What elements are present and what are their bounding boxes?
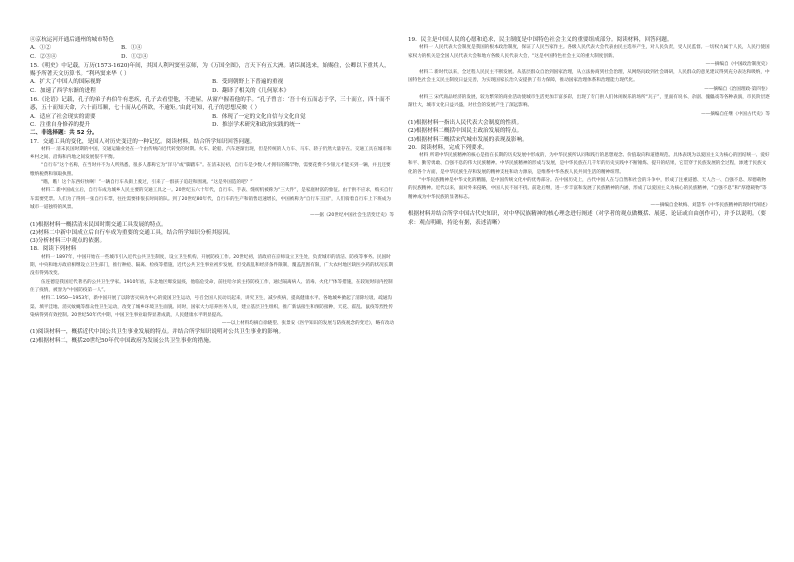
q15-stem: 15.《明史》中记载，万历(1573-1620)年间，其国人利玛窦至京师，为《万国全图》，言天下有五大洲。诸臣属选来，始赐住，公卿以下重其人，赐予所著天文历算书。“利玛窦来华（ ） xyxy=(30,62,390,78)
q19-sub-1: (1)根据材料一指出人民代表大会制度的性质。 xyxy=(408,119,523,126)
q16-stem: 16.《论语》记载，孔子的弟子冉伯牛有恶疾，孔子去看望他，不进屋，从窗户握着他的手。“孔子曾言：‘吾十有五而志于学，三十而立，四十而不惑，五十而知天命，六十而耳顺，七十而从心所欲，不逾矩。’由此可知，孔子的思想反映（ ） xyxy=(30,97,391,112)
q15-choice-b[interactable]: B．受到朝野上下普遍的重视 xyxy=(212,79,284,86)
q14-choice-b[interactable]: B．①④ xyxy=(121,45,142,52)
q20-material-1: 材料 所谓中华民族精神的核心是指在长期的历史发展中形成的，为中华民族所认同和践行的思想观念、价值取向和道德规范。具体表现为以爱国主义为核心的团结统一、爱好和平、勤劳勇敢、自强不息的伟大民族精神。中华民族精神的形成与发展，是中华民族在几千年的历史实践中不断锤炼、提升的结果，它贯穿于民族发展的全过程，渗透于民族文化的各个方面，是中华民族生存和发展的精神支柱和动力源泉，是维系中华各族人民共同生活的精神纽带。 xyxy=(408,153,770,175)
q17-stem: 17．交通工具的变化，是国人对历史变迁的一种记忆。阅读材料，结合所学知识回答问题。 xyxy=(30,138,256,145)
q16-choices-2 xyxy=(30,121,394,129)
q16-choice-d[interactable]: D．推崇学术研究和政治实践的统一 xyxy=(212,121,301,128)
q19-material-3: 材料三 宋代商品经济的发展，较为繁荣的商业活动使城市生活更加丰富多彩，出现了专门供人们休闲娱乐的场所“瓦子”，里面有说书、杂剧、傀儡戏等各种表演，市民阶层逐渐壮大，城市文化日益兴盛，对社会的发展产生了深远影响。 xyxy=(408,95,770,109)
q19-sub-3: (3)根据材料三概括宋代城市发展的表现及影响。 xyxy=(408,136,528,143)
q19-source-2: ——摘编自《治国理政·第四卷》 xyxy=(704,86,770,92)
q20-stem: 20．阅读材料，完成下列要求。 xyxy=(408,144,488,151)
section-heading-nonchoice: 二、非选择题：共 52 分。 xyxy=(30,130,98,137)
q14-choice-c[interactable]: C．②③④ xyxy=(30,53,57,60)
q14-choices-2 xyxy=(30,53,394,61)
q19-source-3: ——摘编自任继《中国古代史》等 xyxy=(701,111,770,117)
q15-choices-2 xyxy=(30,87,394,95)
q15-choice-d[interactable]: D．翻译了相关的《几何原本》 xyxy=(212,87,290,94)
q18-material-2: 材料二 1950—1953年，新中国开展了以除害灭病为中心的爱国卫生运动，号召全国人民动员起来，讲究卫生，减少疾病，提高健康水平。各地城乡掀起了清除垃圾、疏通沟渠、填平洼地、消灭蚊蝇等群众性卫生运动，改变了城乡环境卫生面貌。同时，国家大力培养医务人员，建立基层卫生组织，推广新法接生和预防接种，天花、霍乱、鼠疫等烈性传染病得到有效控制。20世纪50年代中期，中国卫生事业取得显著成就，人民健康水平明显提高。 xyxy=(30,296,393,318)
right-column xyxy=(408,36,770,227)
q15-choices xyxy=(30,78,394,86)
q14-choice-d[interactable]: D．①②④ xyxy=(121,53,148,60)
q18-sub-2: (2)根据材料二，概括20世纪50年代中国政府为发展公共卫生事业的措施。 xyxy=(30,337,215,344)
q18-material-1b: 伍连德是我国近代著名的公共卫生学家。1910年底，东北地区爆发鼠疫，他临危受命，前往哈尔滨主持防疫工作，通过隔离病人、消毒、火化尸体等措施，在较短时间内控制住了疫情，被誉为“中国防疫第一人”。 xyxy=(30,279,393,293)
q20-material-1b: “中华民族精神是中华文化的精髓，是中国传统文化中的优秀部分。在中国历史上，古代中国人在与自然和社会的斗争中，形成了注重道德、天人合一、自强不息、厚德载物的民族精神。近代以来，面对外来侵略，中国人民不屈不挠、前赴后继，进一步丰富和发展了民族精神的内涵，形成了以爱国主义为核心的民族精神，“自强不息”和“厚德载物”等精神成为中华民族的显著标志。 xyxy=(408,178,767,200)
q20-task: 根据材料并结合所学中国古代史知识，对中华民族精神的核心理念进行阐述（对学者的观点做概括、展延、论证或自由创作可），并予以说明。（要求：观点明确，持论有据，表述清晰） xyxy=(408,211,766,226)
q20-source: ——摘编自金秋梅、刘慧华《中华民族精神的现时代阐述》 xyxy=(650,202,770,208)
q17-quote: “瞧，瞧！这个东西好快啊！”一辆自行车从街上驶过，引来了一群孩子追赶和围观。“这是外国造的吧？” xyxy=(41,180,253,186)
left-column xyxy=(30,36,394,345)
q18-source: ——以上材料均摘自徐晓望、张景安《医学知识的发展与防疫观念的变迁》，略有改动 xyxy=(221,321,394,327)
q17-material-2: 材料二 新中国成立后，自行车成为城乡人民主要的交通工具之一。20世纪五六十年代，自行车、手表、缝纫机被称为“三大件”，是家庭财富的象征。由于供不应求，购买自行车需要凭票。人们为了得到一张自行车票，往往需要排很长时间的队。到了20世纪80年代，自行车的生产和销售迅速增长，中国被称为“自行车王国”，人们骑着自行车上下班成为城市一道独特的风景。 xyxy=(30,188,394,210)
q19-stem: 19．民主是中国人民的心愿和追求，民主制度是中国特色社会主义的重要组成部分。阅读材料，回答问题。 xyxy=(408,37,673,43)
q19-material-2: 材料二 新时代以来，全过程人民民主不断发展。从基层群众自治到国家治理，从立法协商到社会治理，从网络问政到社会调研，人民群众的意见建议得到充分表达和吸纳，中国特色社会主义民主制度日益完善，为实现国家长治久安提供了有力保障，推动国家治理体系和治理能力现代化。 xyxy=(408,70,770,84)
q17-material-1b: “自行车”这个名称，在当时并不为人所熟悉，很多人都称它为“洋马”或“脚踏车”。在清末民初，自行车是少数人才拥有的稀罕物，需要花费不少银元才能买到一辆，并且还要缴纳税费和领取执照。 xyxy=(30,163,391,177)
q16-choice-a[interactable]: A．适应了社会现实的需要 xyxy=(30,113,96,120)
q14-option-4: ④京杭运河开通后通州的城市特色 xyxy=(30,37,114,43)
q19-sub-2: (2)根据材料二概括中国民主政治发展的特点。 xyxy=(408,128,523,135)
q17-sub-1: (1)根据材料一概括清末民国时期交通工具发展的特点。 xyxy=(30,221,167,228)
q17-sub-2: (2)材料二中新中国成立后自行车成为重要的交通工具，结合所学知识分析其原因。 xyxy=(30,229,234,236)
q14-choice-a[interactable]: A．①② xyxy=(30,45,51,52)
q15-choice-c[interactable]: C．加速了西学东渐的进程 xyxy=(30,87,96,94)
q19-material-1: 材料一 人民代表大会制度是我国的根本政治制度，保证了人民当家作主。各级人民代表大会代表由民主选举产生，对人民负责，受人民监督。一切权力属于人民，人民行使国家权力的机关是全国人民代表大会和地方各级人民代表大会，“这是中国特色社会主义的重大制度创新。 xyxy=(408,45,770,59)
q15-choice-a[interactable]: A．扩大了中国人的国际视野 xyxy=(30,79,102,86)
q16-choices xyxy=(30,113,394,121)
q19-source-1: ——摘编自《中国政治制度史》 xyxy=(705,61,770,67)
q17-material-1: 材料一 清末民国时期的中国，交通运输业处在一个由传统向近代转变的时期。火车、轮船、汽车逐渐出现，但是传统的人力车、马车、轿子仍然大量存在。交通工具在城市和乡村之间、沿海和内地之间发展很不平衡。 xyxy=(30,146,392,161)
q18-sub-1: (1)阅读材料一，概括近代中国公共卫生事业发展的特点。并结合所学知识说明对公共卫生事业的影响。 xyxy=(30,329,285,336)
q17-sub-3: (3)分析材料三中观点的依据。 xyxy=(30,238,106,245)
q14-choices xyxy=(30,44,394,52)
q17-source: ——据《20世纪中国社会生活变迁史》等 xyxy=(310,213,394,219)
q18-stem: 18．阅读下列材料 xyxy=(30,246,77,253)
q16-choice-c[interactable]: C．注重自身修养的提升 xyxy=(30,121,91,128)
q18-material-1: 材料一 1897年，中国开始在一些城市引入近代公共卫生制度，设立卫生机构，开展防疫工作。20世纪初，清政府在京师设立卫生处，负责城市的清洁、防疫等事务。民国时期，中央和地方政府相继设立卫生部门，推行种痘、隔离、检疫等措施，近代公共卫生事业初步发展，但受战乱和经济条件限制，覆盖范围有限，广大农村地区缺医少药的状况长期没有得到改变。 xyxy=(30,254,393,277)
q16-choice-b[interactable]: B．体现了一定的文化自信与文化自觉 xyxy=(212,113,306,120)
